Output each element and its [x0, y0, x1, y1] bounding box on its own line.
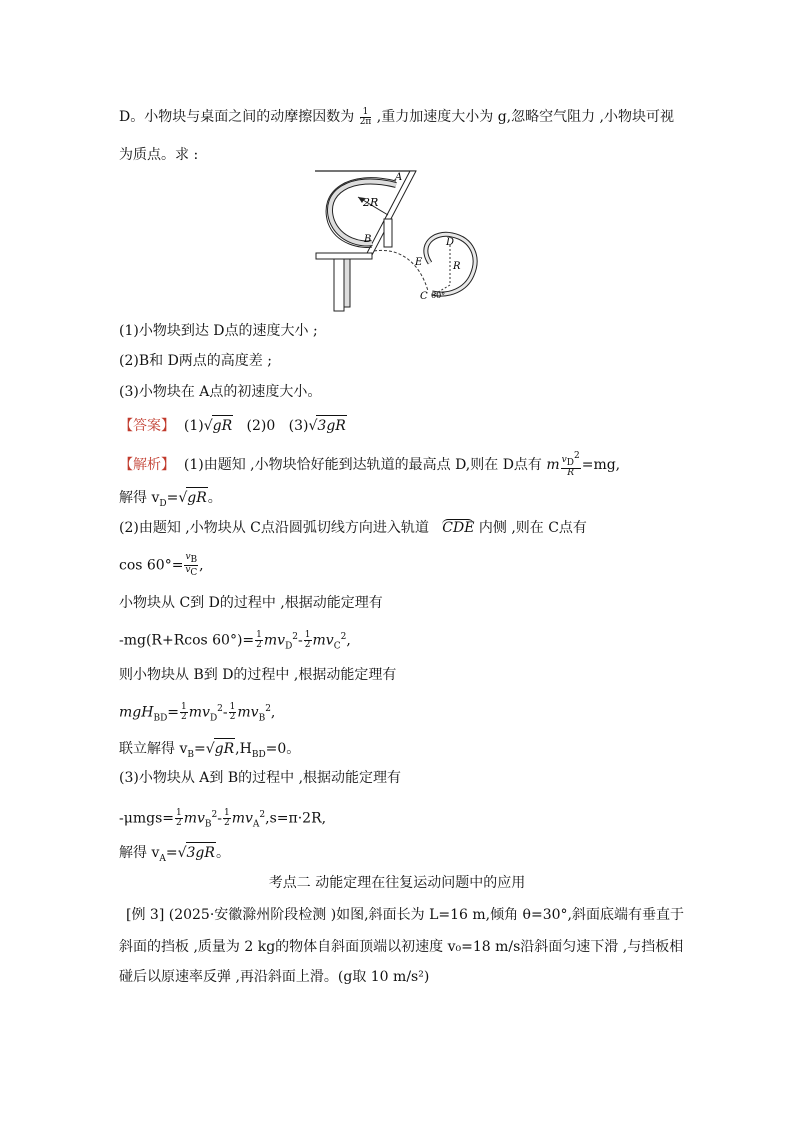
comma: , — [199, 557, 204, 574]
vd-subscript: D — [159, 498, 167, 509]
answer-tag: 【答案】 — [119, 418, 175, 434]
h-value: =0。 — [265, 741, 301, 757]
analysis-text-9: 联立解得 v — [119, 741, 188, 757]
analysis-line-2: 解得 $v_D=√gR$。 — [119, 487, 694, 514]
label-d: D — [446, 237, 455, 248]
answer-part-1: (1) — [183, 418, 204, 434]
analysis-line-8: mgH$_{BD}$= $\frac{1}{2}$ $mv_D^2-$ $\frac{1}{2}$ $mv_B^2$, — [119, 702, 276, 724]
intro-line-2: 为质点。求 : — [119, 147, 199, 163]
intro-text-a: D。小物块与桌面之间的动摩擦因数为 — [119, 109, 355, 125]
answer-radical-3: 3gR — [316, 415, 346, 436]
distance-eq: ,s=π·2R, — [265, 810, 327, 827]
analysis-text-2: 解得 v — [119, 490, 160, 506]
vb-radical: gR — [214, 738, 236, 759]
track-figure — [310, 163, 490, 315]
analysis-text-3: (2)由题知 ,小物块从 C点沿圆弧切线方向进入轨道 — [119, 520, 429, 536]
analysis-line-12: 解得 $v_A=√3gR$。 — [119, 842, 694, 869]
analysis-line-9: 联立解得 $v_B=√gR,H_{BD}=0$。 — [119, 738, 694, 765]
example-line-1: [例 3] (2025·安徽滁州阶段检测 )如图,斜面长为 L=16 m,倾角 θ=30°,斜面底端有垂直于 — [126, 907, 684, 923]
label-2r: 2R — [363, 196, 379, 209]
analysis-line-11: -μmgs= $\frac{1}{2}$ $mv_B^2-$ $\frac{1}{2}$ $mv_A^2,s=\pi\cdot 2R$, — [119, 808, 327, 830]
answer-line: 【答案】 (1)√gR (2)0 (3)√3gR — [119, 415, 694, 436]
final-period: 。 — [215, 845, 230, 861]
arc-cde: CDE — [442, 520, 475, 536]
label-b: B — [364, 234, 372, 245]
label-a: A — [395, 172, 403, 183]
label-angle: 60° — [431, 291, 446, 300]
analysis-line-1: 【解析】 (1)由题知 ,小物块恰好能到达轨道的最高点 D,则在 D点有 m $\frac{v_D^2}{R}$ =mg, — [119, 451, 621, 478]
label-c: C — [420, 291, 428, 302]
answer-part-3: (3) — [288, 418, 309, 434]
analysis-text-12: 解得 v — [119, 845, 160, 861]
label-e: E — [415, 257, 423, 268]
intro-text-b: ,重力加速度大小为 g,忽略空气阻力 ,小物块可视 — [376, 109, 675, 125]
example-line-2: 斜面的挡板 ,质量为 2 kg的物体自斜面顶端以初速度 v₀=18 m/s沿斜面匀速下滑 ,与挡板相 — [119, 939, 684, 955]
intro-line-1 — [119, 107, 694, 127]
example-line-3: 碰后以原速率反弹 ,再沿斜面上滑。(g取 10 m/s²) — [119, 969, 430, 985]
analysis-text-5: 小物块从 C到 D的过程中 ,根据动能定理有 — [119, 595, 383, 611]
vd-radical: gR — [186, 487, 208, 508]
analysis-text-7: 则小物块从 B到 D的过程中 ,根据动能定理有 — [119, 667, 397, 683]
mu-numerator: 1 — [360, 108, 372, 118]
analysis-text-10: (3)小物块从 A到 B的过程中 ,根据动能定理有 — [119, 770, 402, 786]
question-3: (3)小物块在 A点的初速度大小。 — [119, 384, 322, 400]
equals-sign: = — [166, 490, 179, 506]
analysis-text-1b: =mg, — [581, 456, 621, 473]
mu-denominator: 2π — [359, 116, 372, 127]
energy-eq-3: -μmgs= — [119, 810, 174, 827]
analysis-tag: 【解析】 — [119, 456, 175, 473]
answer-radical-1: gR — [212, 415, 234, 436]
section-title: 考点二 动能定理在往复运动问题中的应用 — [268, 875, 526, 891]
analysis-text-3b: 内侧 ,则在 C点有 — [478, 520, 587, 536]
analysis-text-1: (1)由题知 ,小物块恰好能到达轨道的最高点 D,则在 D点有 — [183, 456, 542, 473]
h-symbol: ,H — [235, 741, 252, 757]
analysis-line-4: cos 60°= $\frac{v_B}{v_C}$ , — [119, 552, 204, 578]
question-1: (1)小物块到达 D点的速度大小 ; — [119, 323, 318, 339]
cos-eq: cos 60°= — [119, 557, 184, 574]
energy-eq-1: -mg(R+Rcos 60°)= — [119, 632, 255, 649]
question-2: (2)B和 D两点的高度差 ; — [119, 353, 272, 369]
analysis-line-6: -mg(R+Rcos 60°)= $\frac{1}{2}$ $mv_D^2-$ $\frac{1}{2}$ $mv_C^2$, — [119, 630, 351, 652]
va-radical: 3gR — [186, 842, 216, 863]
answer-part-2: (2)0 — [246, 418, 276, 434]
label-r: R — [453, 261, 461, 272]
mu-fraction — [360, 108, 372, 127]
period: 。 — [207, 490, 222, 506]
analysis-line-3 — [119, 518, 694, 538]
